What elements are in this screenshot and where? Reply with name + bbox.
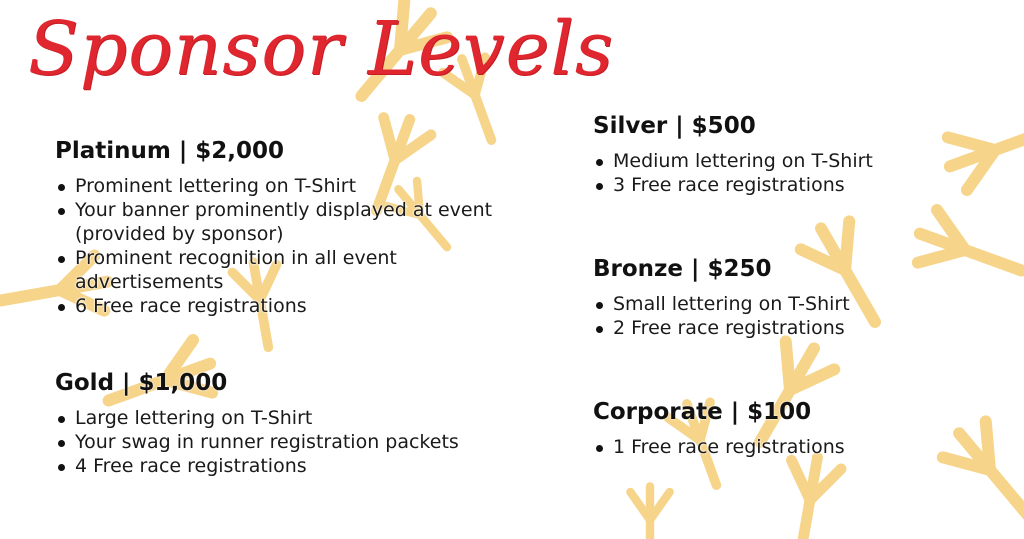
list-item: 6 Free race registrations [75, 294, 515, 318]
page-title: Sponsor Levels [28, 6, 614, 92]
tier-platinum [55, 138, 515, 318]
list-item: Large lettering on T-Shirt [75, 406, 535, 430]
footprint-icon [630, 486, 669, 539]
list-item: 3 Free race registrations [613, 173, 993, 197]
tier-bronze [593, 256, 993, 340]
benefit-list [593, 149, 993, 197]
list-item: 4 Free race registrations [75, 454, 535, 478]
tier-gold [55, 370, 535, 478]
list-item: Prominent recognition in all event advertisements [75, 246, 515, 294]
list-item: 2 Free race registrations [613, 316, 993, 340]
list-item: Your swag in runner registration packets [75, 430, 535, 454]
tier-heading: Corporate | $100 [593, 399, 812, 425]
tier-heading: Silver | $500 [593, 113, 756, 139]
tier-heading: Bronze | $250 [593, 256, 772, 282]
tier-corporate [593, 399, 993, 459]
list-item: Medium lettering on T-Shirt [613, 149, 993, 173]
tier-heading: Gold | $1,000 [55, 370, 228, 396]
list-item: 1 Free race registrations [613, 435, 993, 459]
list-item: Your banner prominently displayed at event (provided by sponsor) [75, 198, 515, 246]
benefit-list [593, 292, 993, 340]
benefit-list [593, 435, 993, 459]
tier-heading: Platinum | $2,000 [55, 138, 285, 164]
tier-silver [593, 113, 993, 197]
benefit-list [55, 174, 515, 318]
list-item: Small lettering on T-Shirt [613, 292, 993, 316]
benefit-list [55, 406, 535, 478]
list-item: Prominent lettering on T-Shirt [75, 174, 515, 198]
footprint-icon [776, 453, 843, 539]
